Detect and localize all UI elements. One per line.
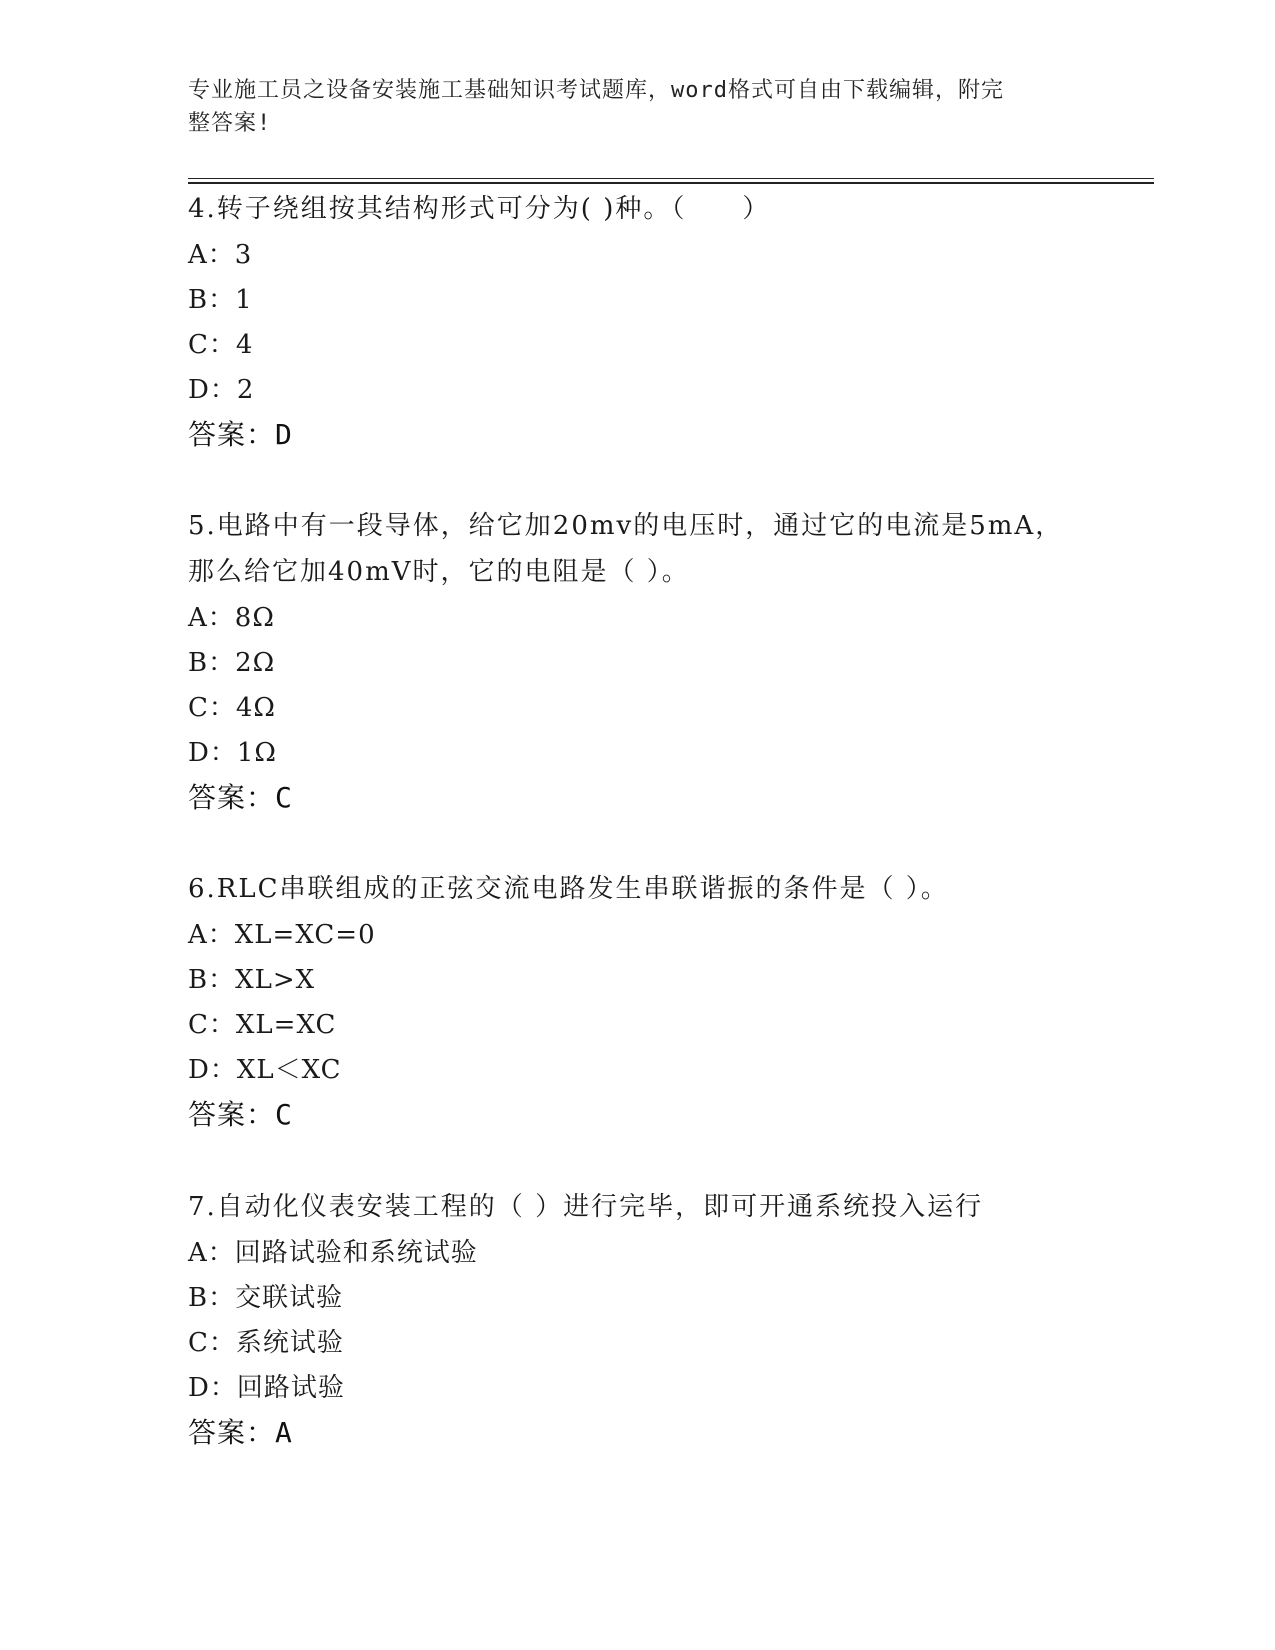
option-a: A：8Ω xyxy=(188,603,275,633)
answer: 答案：C xyxy=(188,781,293,814)
option-b: B：交联试验 xyxy=(188,1283,344,1313)
answer: 答案：C xyxy=(188,1098,293,1131)
option-a: A：回路试验和系统试验 xyxy=(188,1238,478,1268)
document-header xyxy=(188,74,1068,140)
header-divider-thick xyxy=(188,182,1154,184)
option-c: C：XL=XC xyxy=(188,1010,337,1040)
question-stem: 6.RLC串联组成的正弦交流电路发生串联谐振的条件是（ ）。 xyxy=(188,874,949,904)
option-c: C：4Ω xyxy=(188,693,276,723)
option-d: D：回路试验 xyxy=(188,1373,345,1403)
option-d: D：XL＜XC xyxy=(188,1055,342,1085)
option-c: C：4 xyxy=(188,330,254,360)
option-d: D：2 xyxy=(188,375,255,405)
question-7 xyxy=(188,1184,1088,1456)
answer: 答案：A xyxy=(188,1416,293,1449)
option-b: B：XL>X xyxy=(188,965,316,995)
question-stem-line-1: 5.电路中有一段导体，给它加20mv的电压时，通过它的电流是5mA， xyxy=(188,511,1064,541)
question-6 xyxy=(188,866,1088,1138)
option-a: A：XL=XC=0 xyxy=(188,920,376,950)
option-a: A：3 xyxy=(188,240,253,270)
option-c: C：系统试验 xyxy=(188,1328,344,1358)
question-stem: 7.自动化仪表安装工程的（ ）进行完毕，即可开通系统投入运行 xyxy=(188,1192,984,1222)
option-b: B：1 xyxy=(188,285,253,315)
question-4 xyxy=(188,186,1088,458)
option-d: D：1Ω xyxy=(188,738,277,768)
header-divider-thin xyxy=(188,178,1154,179)
answer: 答案：D xyxy=(188,418,293,451)
option-b: B：2Ω xyxy=(188,648,276,678)
header-line-1: 专业施工员之设备安装施工基础知识考试题库，word格式可自由下载编辑，附完 xyxy=(188,78,1004,103)
question-5 xyxy=(188,503,1088,821)
question-stem: 4.转子绕组按其结构形式可分为( )种。（ ） xyxy=(188,194,771,224)
header-line-2: 整答案! xyxy=(188,111,272,136)
question-stem-line-2: 那么给它加40mV时，它的电阻是（ ）。 xyxy=(188,557,690,587)
